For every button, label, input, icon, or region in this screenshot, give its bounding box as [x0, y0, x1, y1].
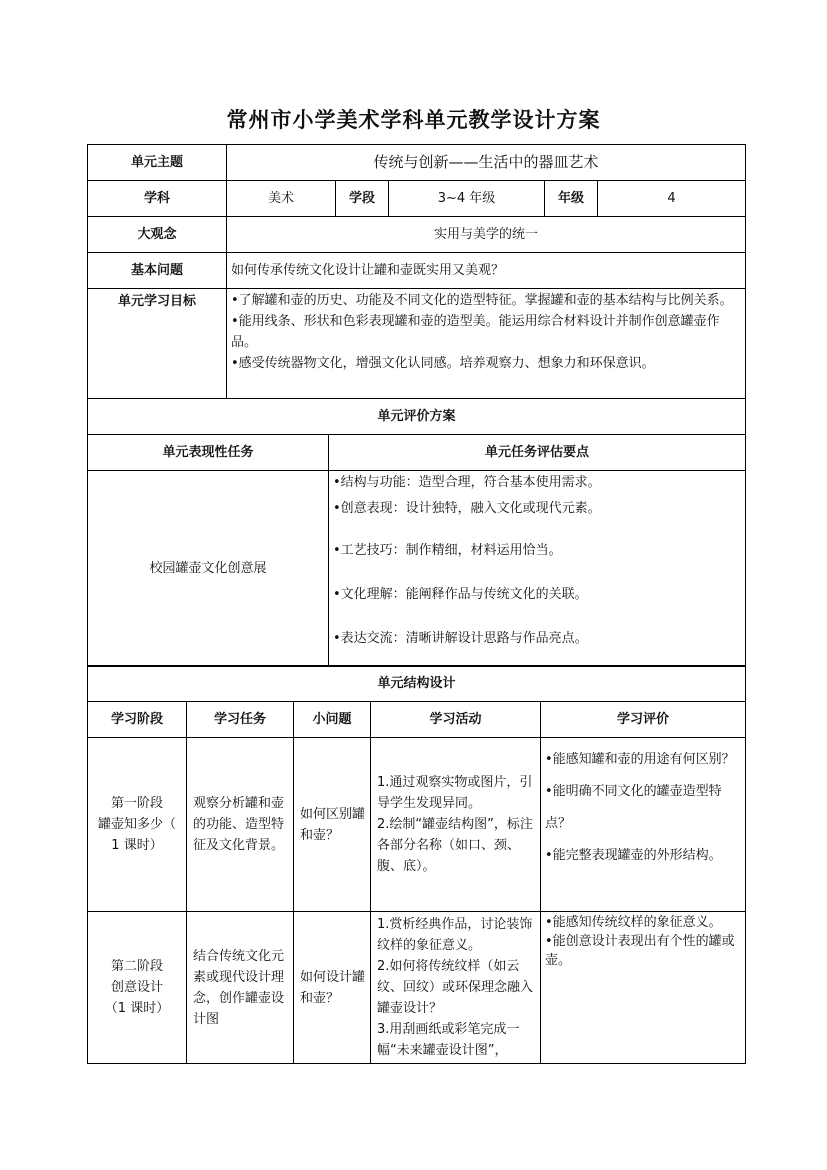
stage-cell [88, 738, 187, 912]
stage-name: 第二阶段 [110, 959, 163, 974]
subject-label: 学科 [88, 181, 227, 217]
big-idea-value: 实用与美学的统一 [227, 217, 746, 253]
task-header: 单元表现性任务 [88, 435, 329, 471]
subject-value: 美术 [227, 181, 336, 217]
question-cell: 如何区别罐和壶？ [294, 738, 371, 912]
evaluation-cell [541, 912, 746, 1064]
goal-item: •感受传统器物文化，增强文化认同感。培养观察力、想象力和环保意识。 [231, 356, 655, 371]
evaluation-item: •能感知罐和壶的用途有何区别？ [545, 752, 735, 767]
activity-cell [371, 738, 541, 912]
evaluation-item: •能创意设计表现出有个性的罐或壶。 [545, 934, 735, 968]
column-header-activity: 学习活动 [371, 702, 541, 738]
question-cell: 如何设计罐和壶？ [294, 912, 371, 1064]
theme-value: 传统与创新——生活中的器皿艺术 [227, 145, 746, 181]
stage-duration: （1 课时） [104, 1001, 170, 1016]
grade-label: 年级 [545, 181, 598, 217]
evaluation-point: •结构与功能：造型合理，符合基本使用需求。 [333, 475, 601, 490]
info-table [87, 144, 746, 399]
stage-duration: 1 课时） [111, 838, 163, 853]
column-header-evaluation: 学习评价 [541, 702, 746, 738]
stage-title: 罐壶知多少（ [97, 817, 176, 832]
evaluation-point: •创意表现：设计独特，融入文化或现代元素。 [333, 501, 601, 516]
evaluation-point: •文化理解：能阐释作品与传统文化的关联。 [333, 587, 588, 602]
table-row [88, 738, 746, 912]
theme-label: 单元主题 [88, 145, 227, 181]
points-header: 单元任务评估要点 [329, 435, 746, 471]
evaluation-heading: 单元评价方案 [88, 399, 746, 435]
stage-label: 学段 [336, 181, 389, 217]
goals-label: 单元学习目标 [88, 289, 227, 399]
activity-cell [371, 912, 541, 1064]
evaluation-point: •表达交流：清晰讲解设计思路与作品亮点。 [333, 631, 588, 646]
activity-item: 2.如何将传统纹样（如云纹、回纹）或环保理念融入罐壶设计？ [377, 959, 534, 1016]
grade-value: 4 [598, 181, 746, 217]
stage-value: 3~4 年级 [389, 181, 545, 217]
table-row [88, 912, 746, 1064]
evaluation-points [329, 471, 746, 667]
stage-cell [88, 912, 187, 1064]
evaluation-point: •工艺技巧：制作精细，材料运用恰当。 [333, 543, 562, 558]
evaluation-item: •能感知传统纹样的象征意义。 [545, 915, 722, 930]
question-label: 基本问题 [88, 253, 227, 289]
activity-item: 1.赏析经典作品，讨论装饰纹样的象征意义。 [377, 917, 533, 953]
evaluation-table [87, 398, 746, 667]
big-idea-label: 大观念 [88, 217, 227, 253]
goals-list [227, 289, 746, 399]
task-cell: 结合传统文化元素或现代设计理念，创作罐壶设计图 [187, 912, 294, 1064]
evaluation-item: •能明确不同文化的罐壶造型特点？ [545, 784, 722, 831]
activity-item: 3.用刮画纸或彩笔完成一幅“未来罐壶设计图”， [377, 1022, 520, 1058]
document-title: 常州市小学美术学科单元教学设计方案 [226, 107, 601, 132]
goal-item: •了解罐和壶的历史、功能及不同文化的造型特征。掌握罐和壶的基本结构与比例关系。 [231, 293, 733, 308]
column-header-question: 小问题 [294, 702, 371, 738]
goal-item: •能用线条、形状和色彩表现罐和壶的造型美。能运用综合材料设计并制作创意罐壶作品。 [231, 314, 720, 350]
stage-name: 第一阶段 [110, 796, 163, 811]
task-cell: 观察分析罐和壶的功能、造型特征及文化背景。 [187, 738, 294, 912]
structure-heading: 单元结构设计 [88, 666, 746, 702]
question-value: 如何传承传统文化设计让罐和壶既实用又美观？ [227, 253, 746, 289]
stage-title: 创意设计 [110, 980, 163, 995]
column-header-task: 学习任务 [187, 702, 294, 738]
evaluation-cell [541, 738, 746, 912]
activity-item: 1.通过观察实物或图片，引导学生发现异同。 [377, 775, 533, 811]
performance-task: 校园罐壶文化创意展 [88, 471, 329, 667]
column-header-stage: 学习阶段 [88, 702, 187, 738]
activity-item: 2.绘制“罐壶结构图”，标注各部分名称（如口、颈、腹、底）。 [377, 817, 533, 874]
evaluation-item: •能完整表现罐壶的外形结构。 [545, 848, 722, 863]
structure-table [87, 665, 746, 1064]
